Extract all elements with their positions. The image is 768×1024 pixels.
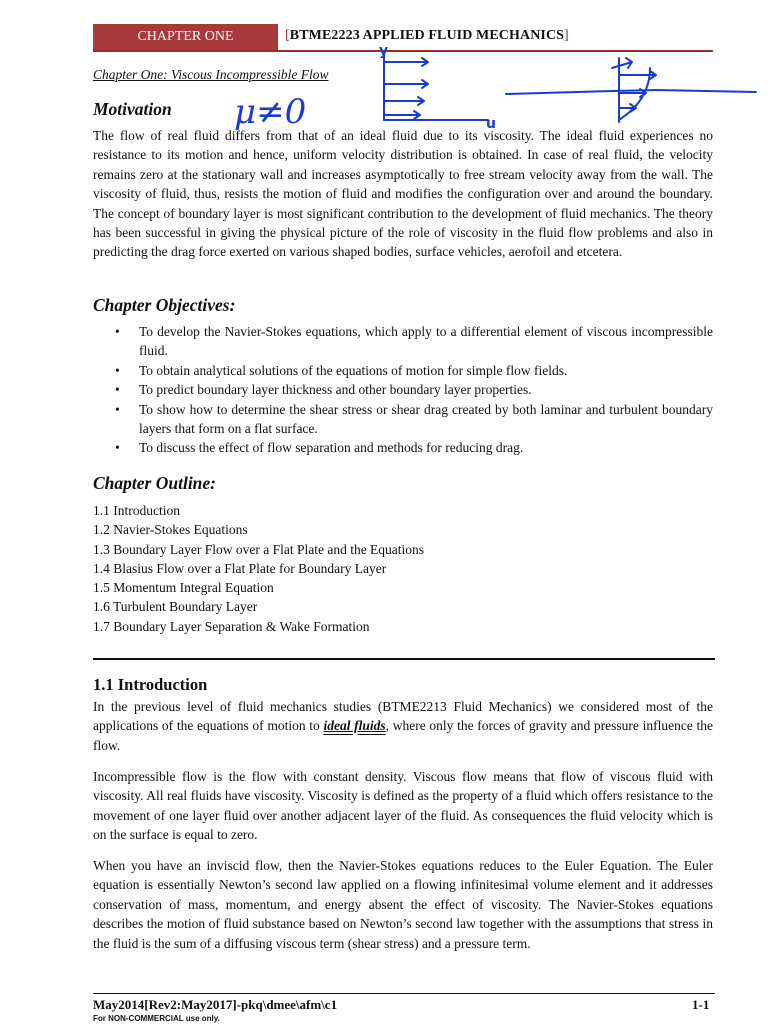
footer-rule xyxy=(93,993,715,994)
ideal-fluids-emphasis: ideal fluids xyxy=(323,718,386,734)
section-divider xyxy=(93,658,715,660)
intro-paragraph-3: When you have an inviscid flow, then the Navier-Stokes equations reduces to the Euler Equation. The Euler equation is essentially Newton’s second law applied on a flowing infinitesimal volume element and it addresses conservation of mass, momentum, and energy absent the effect of viscosity. The Navier-Stokes equations describes the motion of fluid substance based on Newton’s second law together with the assumptions that stress in the fluid is the sum of a diffusing viscous term (shear stress) and a pressure term. xyxy=(93,858,713,951)
outline-heading: Chapter Outline: xyxy=(93,473,217,493)
objective-text: To predict boundary layer thickness and other boundary layer properties. xyxy=(139,382,532,398)
objective-text: To develop the Navier-Stokes equations, which apply to a differential element of viscous incompressible fluid. xyxy=(139,324,713,359)
objective-item xyxy=(93,438,713,457)
motivation-heading: Motivation xyxy=(93,99,172,119)
outline-item: 1.2 Navier-Stokes Equations xyxy=(93,522,248,538)
bullet-icon: • xyxy=(115,401,120,417)
intro-p1-end: , where only the forces of gravity and pressure influence the flow. xyxy=(93,718,713,753)
outline-item: 1.1 Introduction xyxy=(93,503,180,518)
plate-line xyxy=(506,90,756,94)
profile2-arrow-top xyxy=(612,58,632,68)
profile-arrow-2 xyxy=(384,80,428,88)
close-bracket: ] xyxy=(564,28,569,43)
outline-list xyxy=(93,501,424,636)
profile-arrow-1 xyxy=(384,58,428,66)
profile2-arrow-1 xyxy=(619,71,656,79)
open-bracket: [ xyxy=(285,28,290,43)
objective-item xyxy=(93,322,713,361)
footer-note: For NON-COMMERCIAL use only. xyxy=(93,1014,220,1023)
page-number: 1-1 xyxy=(692,997,710,1012)
introduction-heading: 1.1 Introduction xyxy=(93,675,208,694)
footer-document-id: May2014[Rev2:May2017]-pkq\dmee\afm\c1 xyxy=(93,997,338,1012)
outline-item: 1.6 Turbulent Boundary Layer xyxy=(93,599,258,615)
bullet-icon: • xyxy=(115,324,120,339)
outline-item: 1.7 Boundary Layer Separation & Wake Formation xyxy=(93,618,370,634)
chapter-tag: CHAPTER ONE xyxy=(93,24,278,50)
outline-item: 1.4 Blasius Flow over a Flat Plate for Boundary Layer xyxy=(93,560,387,576)
chapter-subtitle: Chapter One: Viscous Incompressible Flow xyxy=(93,67,329,82)
profile2-arrow-3 xyxy=(619,104,636,112)
objective-text: To discuss the effect of flow separation and methods for reducing drag. xyxy=(139,440,524,456)
course-name: BTME2223 APPLIED FLUID MECHANICS xyxy=(289,28,565,43)
bullet-icon: • xyxy=(115,362,120,378)
objective-item xyxy=(93,400,713,439)
y-axis-label: y xyxy=(379,43,389,59)
page-header xyxy=(93,24,713,52)
bullet-icon: • xyxy=(115,382,120,398)
outline-item: 1.3 Boundary Layer Flow over a Flat Plate and the Equations xyxy=(93,541,425,557)
intro-p1-start: In the previous level of fluid mechanics studies (BTME2213 Fluid Mechanics) we considered most of the applications of the equations of motion to xyxy=(93,699,713,734)
motivation-paragraph: The flow of real fluid differs from that of an ideal fluid due to its viscosity. The ideal fluid experiences no resistance to its motion and hence, uniform velocity distribution is obtained. In case of real fluid, the velocity remains zero at the stationary wall and increases asymptotically to free stream velocity away from the wall. The viscosity of fluid, thus, resists the motion of fluid and modifies the configuration over and around the boundary. The concept of boundary layer is most significant contribution to the development of fluid mechanics. The theory has been successful in giving the physical picture of the role of viscosity in the fluid flow problems and also in predicting the drag force exerted on various shaped bodies, surface vehicles, aerofoil and etcetera. xyxy=(93,128,713,260)
objective-item xyxy=(93,361,713,380)
course-title xyxy=(285,28,569,44)
bullet-icon: • xyxy=(115,440,120,456)
objective-text: To show how to determine the shear stress or shear drag created by both laminar and turbulent boundary layers that form on a flat surface. xyxy=(139,401,713,437)
u-axis-label: u xyxy=(486,116,496,132)
mu-annotation: μ≠0 xyxy=(234,92,307,132)
objective-item xyxy=(93,380,713,399)
intro-paragraph-2: Incompressible flow is the flow with constant density. Viscous flow means that flow of viscous fluid with viscosity. All real fluids have viscosity. Viscosity is defined as the property of a fluid which offers resistance to the movement of one layer fluid over another adjacent layer of the fluid. As consequences the fluid velocity which is on the surface is equal to zero. xyxy=(93,769,713,843)
outline-item: 1.5 Momentum Integral Equation xyxy=(93,580,274,596)
intro-paragraph-1 xyxy=(93,697,713,755)
objectives-list xyxy=(93,322,713,458)
profile2-curve xyxy=(619,68,650,120)
profile2-arrow-2 xyxy=(619,89,646,97)
profile-arrow-4 xyxy=(384,111,420,119)
profile-arrow-3 xyxy=(384,97,424,105)
objectives-heading: Chapter Objectives: xyxy=(93,295,236,315)
objective-text: To obtain analytical solutions of the equations of motion for simple flow fields. xyxy=(139,362,568,378)
